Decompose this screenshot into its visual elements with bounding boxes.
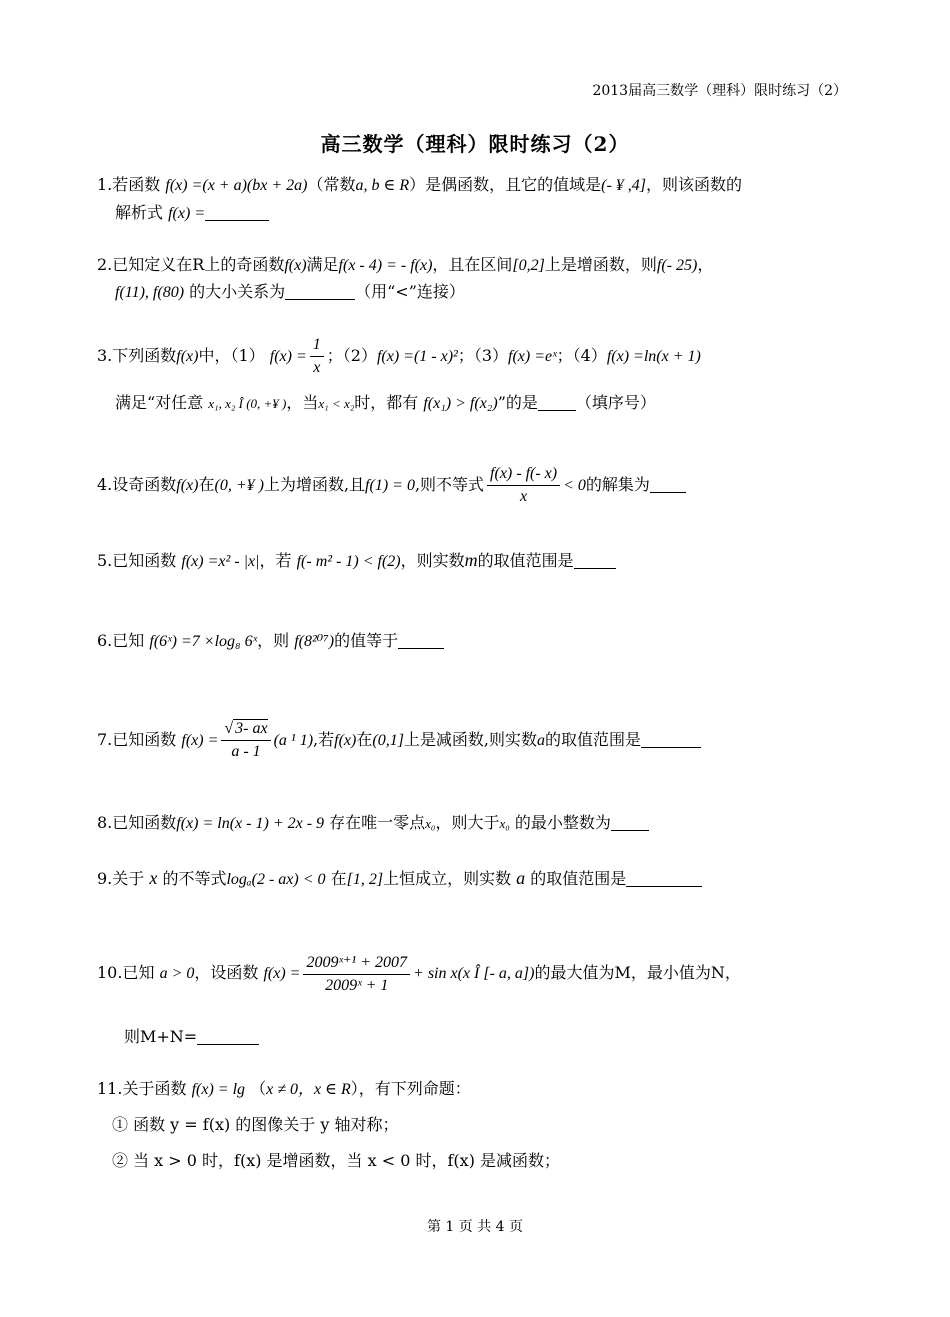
q8-number: 8. — [97, 813, 113, 832]
q5-formula-1: f(x) =x² - |x| — [181, 553, 260, 570]
q9-formula-3: [1, 2] — [346, 871, 384, 888]
q6-text-b: ，则 — [257, 631, 290, 650]
q8-text-c: ，则大于 — [435, 813, 500, 832]
q4-fraction-numerator: f(x) - f(- x) — [487, 465, 560, 486]
q2-line2-text: 的大小关系为 — [189, 282, 286, 301]
q1-text-d: ，则该函数的 — [646, 175, 743, 194]
q9-formula-1: x — [149, 868, 158, 888]
q9-answer-blank[interactable] — [626, 868, 702, 887]
q2-formula-2: f(x - 4) = - f(x) — [338, 257, 433, 274]
q11-formula-2: x ≠ 0，x ∈ R — [266, 1081, 351, 1098]
q10-fraction-numerator: 2009ˣ⁺¹ + 2007 — [303, 952, 410, 975]
q4-text-a: 设奇函数 — [112, 475, 177, 494]
q5-answer-blank[interactable] — [574, 550, 616, 569]
q3-formula-2: f(x) = — [269, 348, 307, 365]
q10-fraction-denominator: 2009ˣ + 1 — [325, 977, 389, 994]
q2-formula-1: f(x) — [284, 257, 307, 274]
q8-answer-blank[interactable] — [611, 812, 649, 831]
q11-text-c: ），有下列命题： — [350, 1079, 471, 1098]
q5-formula-3: m — [464, 550, 478, 570]
q7-text-b: ,若 — [313, 730, 335, 749]
q1-number: 1. — [97, 175, 113, 194]
q3-answer-blank[interactable] — [538, 392, 576, 411]
q9-formula-2: logₐ(2 - ax) < 0 — [226, 871, 326, 888]
q7-fraction-numerator: √ 3- ax — [221, 720, 270, 741]
q10-text-a: 已知 — [122, 963, 155, 982]
q3-formula-8: f(x₁) > f(x₂) — [423, 395, 498, 412]
q3-text-c: ；（2） — [326, 346, 377, 365]
q9-text-e: 的取值范围是 — [530, 869, 627, 888]
q2-text-b: 满足 — [306, 255, 339, 274]
q1-text-c: ）是偶函数，且它的值域是 — [409, 175, 602, 194]
q10-formula-1: a > 0 — [159, 965, 195, 982]
question-2 — [97, 252, 713, 275]
q3-number: 3. — [97, 346, 113, 365]
q9-text-a: 关于 — [112, 869, 145, 888]
question-1 — [97, 172, 742, 195]
q2-formula-5: f(11), f(80) — [115, 284, 185, 301]
q10-formula-3: + sin x(x Î [- a, a]) — [413, 965, 535, 982]
q7-text-e: 的取值范围是 — [545, 730, 642, 749]
q5-text-c: ，则实数 — [400, 551, 465, 570]
q3-text-b: 中，（1） — [198, 346, 265, 365]
q9-text-d: 上恒成立，则实数 — [383, 869, 512, 888]
q1-formula-4: f(x) = — [168, 205, 206, 222]
q6-number: 6. — [97, 631, 113, 650]
q11-number: 11. — [97, 1079, 123, 1098]
running-header: 2013届高三数学（理科）限时练习（2） — [592, 83, 847, 99]
q7-formula-3: f(x) — [334, 732, 357, 749]
q6-text-a: 已知 — [112, 631, 145, 650]
page-title: 高三数学（理科）限时练习（2） — [320, 132, 630, 156]
q9-number: 9. — [97, 869, 113, 888]
q3-formula-4: f(x) =eˣ — [508, 348, 557, 365]
q5-number: 5. — [97, 551, 113, 570]
question-4 — [97, 465, 686, 506]
q1-answer-blank[interactable] — [205, 202, 269, 221]
question-10 — [97, 952, 741, 995]
q2-text-c: ，且在区间 — [432, 255, 513, 274]
q10-fraction — [303, 952, 410, 995]
q3-text-d: ；（3） — [457, 346, 509, 365]
q8-formula-3: x₀ — [499, 816, 510, 831]
q4-fraction — [487, 465, 560, 506]
q1-formula-3: (- ¥ ,4] — [601, 177, 647, 194]
q4-text-e: 的解集为 — [585, 475, 650, 494]
q4-number: 4. — [97, 475, 113, 494]
q4-formula-1: f(x) — [176, 477, 199, 494]
q11-proposition-1: ① 函数 y = f(x) 的图像关于 y 轴对称； — [112, 1115, 399, 1134]
q5-text-a: 已知函数 — [112, 551, 177, 570]
q7-fraction — [221, 720, 270, 761]
q3-fraction-denominator: x — [313, 359, 321, 376]
q3-line2-text-a: 满足“对任意 — [115, 393, 204, 412]
q7-formula-4: (0,1] — [372, 732, 404, 749]
q8-formula-1: f(x) = ln(x - 1) + 2x - 9 — [176, 815, 325, 832]
question-10-line-2 — [124, 1024, 259, 1047]
q4-formula-2: (0, +¥ ) — [214, 477, 264, 494]
q2-tail: （用“<”连接） — [355, 282, 465, 301]
question-2-line-2 — [115, 279, 465, 302]
q9-text-b: 的不等式 — [162, 869, 227, 888]
q8-formula-2: x₀ — [425, 816, 436, 831]
q9-text-c: 在 — [330, 869, 347, 888]
q3-formula-6: x₁, x₂ Î (0, +¥ ) — [208, 396, 287, 411]
q4-answer-blank[interactable] — [650, 474, 686, 493]
q4-formula-4: < 0 — [563, 477, 586, 494]
q1-text-a: 若函数 — [112, 175, 161, 194]
q3-fraction-numerator: 1 — [310, 336, 324, 357]
q4-text-c: 上为增函数,且 — [263, 475, 366, 494]
q6-formula-1: f(6ˣ) =7 ×log₈ 6ˣ — [149, 633, 258, 650]
q2-answer-blank[interactable] — [285, 281, 355, 300]
q10-line2-text: 则M+N= — [124, 1027, 198, 1046]
q3-formula-1: f(x) — [176, 348, 199, 365]
q4-text-d: ,则不等式 — [414, 475, 485, 494]
q7-formula-2: (a ¹ 1) — [273, 732, 314, 749]
question-3 — [97, 336, 701, 377]
q6-formula-2: f(8²⁰⁷) — [294, 633, 335, 650]
q3-fraction — [310, 336, 324, 377]
q6-text-c: 的值等于 — [334, 631, 399, 650]
q10-formula-2: f(x) = — [263, 965, 301, 982]
q3-line2-text-c: 时，都有 — [354, 393, 419, 412]
q4-formula-3: f(1) = 0 — [365, 477, 415, 494]
q11-proposition-2: ② 当 x > 0 时，f(x) 是增函数，当 x < 0 时，f(x) 是减函数； — [112, 1151, 561, 1170]
q10-answer-blank[interactable] — [197, 1026, 259, 1045]
q8-text-d: 的最小整数为 — [514, 813, 611, 832]
q6-answer-blank[interactable] — [398, 630, 444, 649]
q7-formula-1: f(x) = — [181, 732, 219, 749]
q5-text-d: 的取值范围是 — [477, 551, 574, 570]
q3-formula-7: x₁ < x₂ — [318, 396, 355, 411]
q1-formula-1: f(x) =(x + a)(bx + 2a) — [165, 177, 308, 194]
q7-fraction-denominator: a - 1 — [231, 743, 261, 760]
q10-number: 10. — [97, 963, 123, 982]
q2-formula-4: f(- 25) — [656, 257, 698, 274]
q5-text-b: ，若 — [259, 551, 292, 570]
q5-formula-2: f(- m² - 1) < f(2) — [296, 553, 401, 570]
question-5 — [97, 548, 616, 571]
page-footer: 第 1 页 共 4 页 — [426, 1219, 524, 1235]
q8-text-a: 已知函数 — [112, 813, 177, 832]
q7-text-c: 在 — [356, 730, 373, 749]
q3-line2-text-e: （填序号） — [575, 393, 656, 412]
q7-number: 7. — [97, 730, 113, 749]
question-1-line-2 — [115, 200, 269, 223]
question-6 — [97, 628, 444, 651]
q2-number: 2. — [97, 255, 113, 274]
q3-formula-5: f(x) =ln(x + 1) — [606, 348, 701, 365]
q11-text-a: 关于函数 — [122, 1079, 187, 1098]
question-3-line-2 — [115, 390, 656, 413]
q11-text-b: （ — [250, 1079, 267, 1098]
q4-fraction-denominator: x — [520, 488, 528, 505]
question-8 — [97, 810, 649, 833]
question-9 — [97, 866, 702, 889]
q1-formula-2: a, b ∈ R — [355, 177, 410, 194]
q9-formula-4: a — [516, 868, 526, 888]
q7-answer-blank[interactable] — [641, 729, 701, 748]
q4-text-b: 在 — [198, 475, 215, 494]
q3-line2-text-b: ，当 — [286, 393, 319, 412]
q3-text-e: ；（4） — [556, 346, 607, 365]
q10-text-c: 的最大值为M，最小值为N， — [534, 963, 741, 982]
q3-text-a: 下列函数 — [112, 346, 177, 365]
q1-line2-text: 解析式 — [115, 203, 164, 222]
q2-text-a: 已知定义在R上的奇函数 — [112, 255, 285, 274]
q7-text-a: 已知函数 — [112, 730, 177, 749]
question-7 — [97, 720, 701, 761]
q3-line2-text-d: ”的是 — [497, 393, 538, 412]
q11-formula-1: f(x) = lg — [191, 1081, 246, 1098]
question-11 — [97, 1076, 471, 1099]
q3-formula-3: f(x) =(1 - x)² — [376, 348, 458, 365]
q2-text-e: ， — [697, 255, 714, 274]
q10-text-b: ，设函数 — [194, 963, 259, 982]
q1-text-b: （常数 — [307, 175, 356, 194]
q8-text-b: 存在唯一零点 — [329, 813, 426, 832]
q2-formula-3: [0,2] — [512, 257, 545, 274]
q7-formula-5: a — [537, 732, 546, 749]
q2-text-d: 上是增函数，则 — [544, 255, 657, 274]
q7-text-d: 上是减函数,则实数 — [403, 730, 538, 749]
